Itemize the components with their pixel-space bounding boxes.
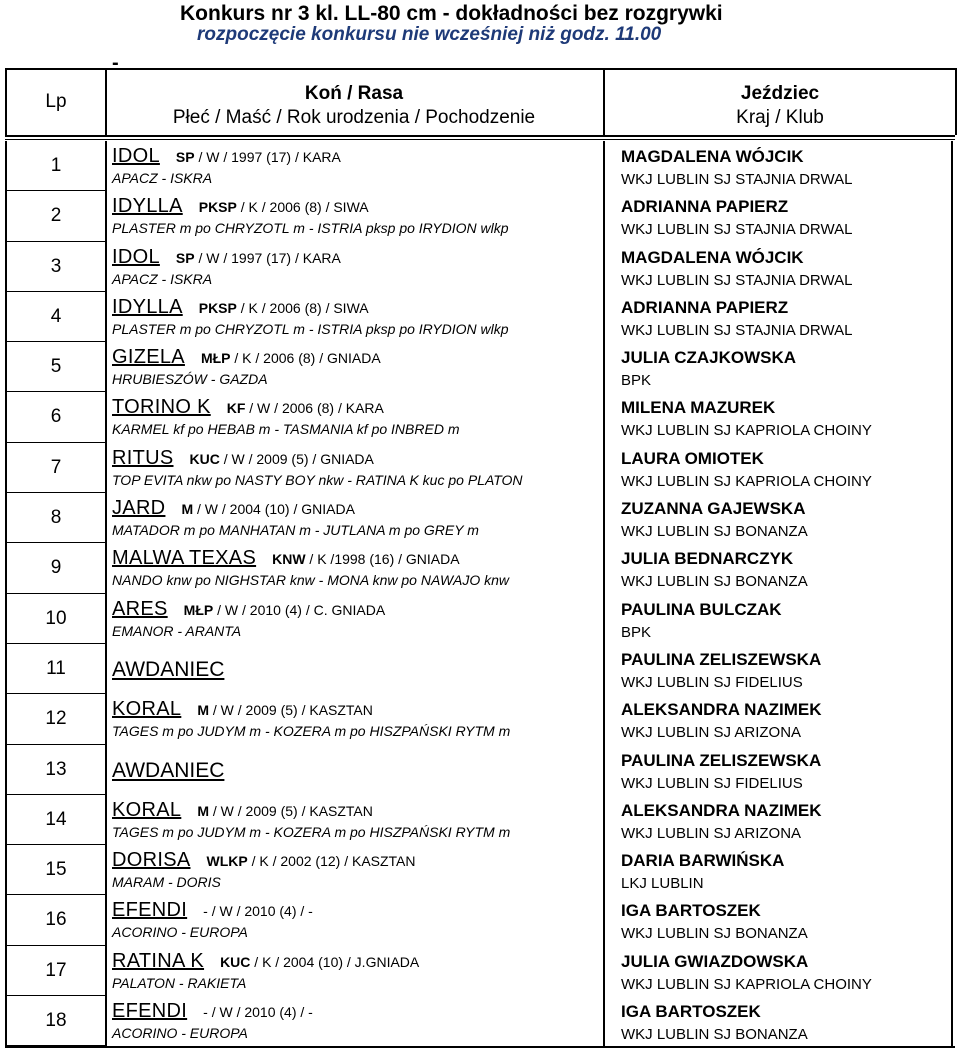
- rider-club: LKJ LUBLIN: [621, 875, 704, 893]
- rider-cell: [603, 895, 953, 945]
- header-lp: Lp: [5, 68, 107, 135]
- horse-breed: KNW: [272, 551, 306, 568]
- table-row: [5, 342, 955, 392]
- table-row: [5, 795, 955, 845]
- horse-line: [112, 899, 602, 922]
- document-title: [0, 0, 960, 46]
- header-rider-line1: Jeździec: [740, 83, 820, 104]
- horse-sex-color-year: / K / 2006 (8) / SIWA: [236, 299, 369, 316]
- horse-line: [112, 447, 602, 470]
- horse-breed: WLKP: [206, 853, 248, 870]
- horse-breed: MŁP: [200, 350, 231, 367]
- horse-name: IDYLLA: [112, 195, 183, 218]
- horse-cell: [112, 799, 602, 842]
- horse-pedigree: ACORINO - EUROPA: [112, 924, 248, 941]
- table-row: [5, 191, 955, 241]
- rider-club: WKJ LUBLIN SJ STAJNIA DRWAL: [621, 321, 853, 339]
- horse-name: IDOL: [112, 245, 160, 268]
- horse-sex-color-year: / K / 2002 (12) / KASZTAN: [247, 853, 416, 870]
- horse-cell: [112, 296, 602, 339]
- rider-cell: [603, 543, 953, 593]
- horse-details: [201, 350, 381, 366]
- horse-line: [112, 145, 602, 168]
- horse-details: [184, 602, 386, 618]
- horse-cell: [112, 899, 602, 942]
- rider-name: ALEKSANDRA NAZIMEK: [621, 700, 822, 720]
- rider-cell: [603, 493, 953, 543]
- horse-sex-color-year: / K / 2006 (8) / SIWA: [236, 199, 369, 216]
- horse-name: KORAL: [112, 698, 182, 721]
- horse-line: [112, 296, 602, 319]
- horse-name: AWDANIEC: [112, 657, 225, 681]
- horse-cell: [112, 849, 602, 892]
- horse-name: RATINA K: [112, 949, 205, 972]
- horse-line: [112, 396, 602, 419]
- horse-line: [112, 246, 602, 269]
- horse-name: DORISA: [112, 849, 191, 872]
- rider-club: WKJ LUBLIN SJ KAPRIOLA CHOINY: [621, 422, 872, 440]
- row-number: 10: [5, 594, 107, 644]
- rider-club: WKJ LUBLIN SJ KAPRIOLA CHOINY: [621, 472, 872, 490]
- horse-name: EFENDI: [112, 1000, 188, 1023]
- horse-line: [112, 346, 602, 369]
- row-number: 6: [5, 392, 107, 442]
- horse-pedigree: PLASTER m po CHRYZOTL m - ISTRIA pksp po IRYDION wlkp: [112, 320, 509, 337]
- rider-name: PAULINA ZELISZEWSKA: [621, 750, 822, 770]
- rider-club: WKJ LUBLIN SJ BONANZA: [621, 573, 808, 591]
- horse-cell: [112, 698, 602, 741]
- horse-name: EFENDI: [112, 899, 188, 922]
- horse-breed: SP: [175, 149, 195, 165]
- rider-cell: [603, 845, 953, 895]
- horse-breed: MŁP: [183, 601, 214, 618]
- rider-club: BPK: [621, 623, 652, 641]
- horse-sex-color-year: / K /1998 (16) / GNIADA: [305, 551, 460, 568]
- horse-details: [176, 250, 341, 266]
- horse-line: [112, 799, 602, 822]
- horse-breed: SP: [175, 249, 195, 266]
- rider-name: JULIA GWIAZDOWSKA: [621, 951, 809, 971]
- horse-pedigree: KARMEL kf po HEBAB m - TASMANIA kf po INBRED m: [112, 421, 460, 438]
- horse-details: [203, 903, 313, 919]
- horse-sex-color-year: / W / 2010 (4) / C. GNIADA: [213, 601, 386, 618]
- horse-cell: [112, 648, 602, 692]
- table-row: [5, 996, 955, 1046]
- table-row: [5, 694, 955, 744]
- horse-line: [112, 698, 602, 721]
- horse-pedigree: APACZ - ISKRA: [112, 170, 213, 186]
- horse-pedigree: MARAM - DORIS: [112, 874, 221, 891]
- row-number: 18: [5, 996, 107, 1046]
- row-number: 8: [5, 493, 107, 543]
- rider-club: WKJ LUBLIN SJ BONANZA: [621, 523, 808, 541]
- horse-line: [112, 547, 602, 570]
- header-rider-line2: Kraj / Klub: [736, 107, 824, 128]
- horse-name: TORINO K: [112, 396, 211, 419]
- horse-name: GIZELA: [112, 346, 185, 369]
- horse-breed: M: [181, 501, 194, 518]
- horse-line: [112, 849, 602, 872]
- horse-cell: [112, 497, 602, 540]
- rider-name: ADRIANNA PAPIERZ: [621, 297, 789, 317]
- rider-name: IGA BARTOSZEK: [621, 1002, 761, 1022]
- horse-sex-color-year: / W / 2006 (8) / KARA: [245, 400, 384, 417]
- horse-cell: [112, 547, 602, 590]
- rider-name: ZUZANNA GAJEWSKA: [621, 499, 806, 519]
- horse-breed: KUC: [220, 953, 251, 970]
- rider-name: MAGDALENA WÓJCIK: [621, 147, 804, 166]
- rider-club: WKJ LUBLIN SJ BONANZA: [621, 925, 808, 943]
- rider-name: JULIA BEDNARCZYK: [621, 549, 794, 569]
- horse-cell: [112, 346, 602, 389]
- header-horse-line1: Koń / Rasa: [304, 83, 404, 104]
- table-row: [5, 443, 955, 493]
- row-number: 11: [5, 644, 107, 694]
- table-row: [5, 644, 955, 694]
- row-number: 12: [5, 694, 107, 744]
- rider-name: LAURA OMIOTEK: [621, 448, 764, 468]
- horse-details: [181, 501, 355, 517]
- horse-name: AWDANIEC: [112, 758, 225, 782]
- row-number: 7: [5, 443, 107, 493]
- horse-breed: KUC: [189, 450, 220, 467]
- rider-name: JULIA CZAJKOWSKA: [621, 348, 797, 368]
- rider-name: DARIA BARWIŃSKA: [621, 851, 785, 871]
- rider-cell: [603, 745, 953, 795]
- rider-club: WKJ LUBLIN SJ BONANZA: [621, 1026, 808, 1044]
- title-line-1: Konkurs nr 3 kl. LL-80 cm - dokładności bez rozgrywki: [180, 2, 723, 25]
- header-horse: [105, 68, 603, 135]
- horse-pedigree: EMANOR - ARANTA: [112, 622, 242, 639]
- rider-cell: [603, 694, 953, 744]
- horse-pedigree: PALATON - RAKIETA: [112, 974, 247, 991]
- rider-name: ADRIANNA PAPIERZ: [621, 197, 789, 217]
- row-number: 3: [5, 242, 107, 292]
- horse-name: MALWA TEXAS: [112, 547, 257, 570]
- horse-cell: [112, 246, 602, 289]
- rider-cell: [603, 342, 953, 392]
- horse-line: [112, 195, 602, 218]
- rider-club: WKJ LUBLIN SJ STAJNIA DRWAL: [621, 221, 853, 239]
- table-row: [5, 895, 955, 945]
- horse-sex-color-year: / W / 2004 (10) / GNIADA: [193, 501, 355, 518]
- horse-breed: PKSP: [198, 199, 237, 216]
- header-divider-thin: [5, 139, 955, 140]
- rider-cell: [603, 292, 953, 342]
- rider-cell: [603, 644, 953, 694]
- table-row: [5, 493, 955, 543]
- row-number: 14: [5, 795, 107, 845]
- horse-details: [197, 702, 373, 718]
- horse-pedigree: MATADOR m po MANHATAN m - JUTLANA m po GREY m: [112, 522, 479, 539]
- horse-cell: [112, 195, 602, 238]
- rider-club: WKJ LUBLIN SJ STAJNIA DRWAL: [621, 271, 853, 289]
- horse-name: RITUS: [112, 446, 174, 469]
- rider-cell: [603, 443, 953, 493]
- horse-sex-color-year: - / W / 2010 (4) / -: [203, 1004, 313, 1021]
- title-line-2: rozpoczęcie konkursu nie wcześniej niż godz. 11.00: [197, 24, 662, 45]
- table-row: [5, 141, 955, 191]
- horse-pedigree: HRUBIESZÓW - GAZDA: [112, 371, 268, 388]
- horse-sex-color-year: / K / 2004 (10) / J.GNIADA: [250, 953, 420, 970]
- rider-club: WKJ LUBLIN SJ FIDELIUS: [621, 673, 803, 691]
- rider-cell: [603, 392, 953, 442]
- rider-cell: [603, 946, 953, 996]
- table-row: [5, 242, 955, 292]
- horse-pedigree: PLASTER m po CHRYZOTL m - ISTRIA pksp po IRYDION wlkp: [112, 220, 509, 237]
- horse-cell: [112, 447, 602, 490]
- horse-line: [112, 950, 602, 973]
- rider-name: PAULINA BULCZAK: [621, 599, 782, 619]
- horse-sex-color-year: / K / 2006 (8) / GNIADA: [230, 350, 381, 367]
- horse-name: IDOL: [112, 145, 160, 167]
- row-number: 4: [5, 292, 107, 342]
- horse-sex-color-year: / W / 1997 (17) / KARA: [194, 249, 341, 266]
- row-number: 2: [5, 191, 107, 241]
- horse-details: [220, 954, 419, 970]
- rider-cell: [603, 594, 953, 644]
- horse-pedigree: TAGES m po JUDYM m - KOZERA m po HISZPAŃSKI RYTM m: [112, 723, 511, 740]
- horse-cell: [112, 598, 602, 641]
- horse-details: [272, 551, 460, 567]
- row-number: 15: [5, 845, 107, 895]
- horse-cell: [112, 749, 602, 793]
- horse-details: [227, 400, 384, 416]
- table-row: [5, 946, 955, 996]
- start-list: [5, 141, 955, 1046]
- rider-cell: [603, 242, 953, 292]
- horse-cell: [112, 396, 602, 439]
- rider-cell: [603, 191, 953, 241]
- horse-name: KORAL: [112, 798, 182, 821]
- table-row: [5, 594, 955, 644]
- title-dash: -: [112, 52, 119, 74]
- horse-sex-color-year: / W / 2009 (5) / KASZTAN: [208, 802, 373, 819]
- horse-details: [197, 803, 373, 819]
- rider-club: BPK: [621, 372, 652, 390]
- horse-line: [112, 1000, 602, 1023]
- table-row: [5, 845, 955, 895]
- table-row: [5, 292, 955, 342]
- table-row: [5, 543, 955, 593]
- horse-breed: M: [197, 702, 209, 719]
- rider-club: WKJ LUBLIN SJ FIDELIUS: [621, 774, 803, 792]
- horse-details: [206, 853, 415, 869]
- table-bottom-border: [5, 1046, 955, 1048]
- header-rider: [603, 68, 957, 135]
- horse-sex-color-year: / W / 2009 (5) / GNIADA: [219, 450, 374, 467]
- table-row: [5, 392, 955, 442]
- rider-name: ALEKSANDRA NAZIMEK: [621, 800, 822, 820]
- horse-sex-color-year: / W / 2009 (5) / KASZTAN: [208, 702, 373, 719]
- horse-pedigree: APACZ - ISKRA: [112, 270, 213, 287]
- table-row: [5, 745, 955, 795]
- horse-details: [199, 300, 369, 316]
- horse-breed: PKSP: [198, 299, 237, 316]
- row-number: 9: [5, 543, 107, 593]
- horse-details: [203, 1004, 313, 1020]
- horse-sex-color-year: / W / 1997 (17) / KARA: [194, 149, 341, 165]
- horse-line: [112, 598, 602, 621]
- horse-name: ARES: [112, 597, 168, 620]
- header-horse-line2: Płeć / Maść / Rok urodzenia / Pochodzenie: [172, 107, 536, 128]
- horse-name: IDYLLA: [112, 295, 183, 318]
- horse-name: JARD: [112, 497, 166, 520]
- rider-cell: [603, 795, 953, 845]
- horse-pedigree: ACORINO - EUROPA: [112, 1025, 248, 1042]
- header-divider: [5, 135, 955, 137]
- row-number: 5: [5, 342, 107, 392]
- row-number: 13: [5, 745, 107, 795]
- horse-details: [199, 199, 369, 215]
- rider-name: IGA BARTOSZEK: [621, 901, 761, 921]
- horse-breed: KF: [226, 400, 246, 417]
- row-number: 16: [5, 895, 107, 945]
- rider-name: MILENA MAZUREK: [621, 398, 776, 418]
- horse-cell: [112, 950, 602, 993]
- rider-name: PAULINA ZELISZEWSKA: [621, 649, 822, 669]
- horse-pedigree: TOP EVITA nkw po NASTY BOY nkw - RATINA K kuc po PLATON: [112, 471, 523, 488]
- rider-cell: [603, 996, 953, 1046]
- horse-line: [112, 497, 602, 520]
- horse-cell: [112, 145, 602, 188]
- horse-details: [176, 149, 341, 165]
- horse-breed: M: [197, 802, 209, 819]
- rider-club: WKJ LUBLIN SJ ARIZONA: [621, 724, 802, 742]
- table-header: [5, 68, 955, 136]
- rider-name: MAGDALENA WÓJCIK: [621, 247, 804, 267]
- row-number: 1: [5, 141, 107, 191]
- horse-pedigree: TAGES m po JUDYM m - KOZERA m po HISZPAŃSKI RYTM m: [112, 823, 511, 840]
- horse-details: [190, 451, 374, 467]
- rider-cell: [603, 141, 953, 191]
- horse-pedigree: NANDO knw po NIGHSTAR knw - MONA knw po NAWAJO knw: [112, 572, 510, 589]
- rider-club: WKJ LUBLIN SJ KAPRIOLA CHOINY: [621, 975, 872, 993]
- horse-cell: [112, 1000, 602, 1043]
- rider-club: WKJ LUBLIN SJ ARIZONA: [621, 824, 802, 842]
- row-number: 17: [5, 946, 107, 996]
- horse-sex-color-year: - / W / 2010 (4) / -: [203, 903, 313, 920]
- rider-club: WKJ LUBLIN SJ STAJNIA DRWAL: [621, 171, 853, 188]
